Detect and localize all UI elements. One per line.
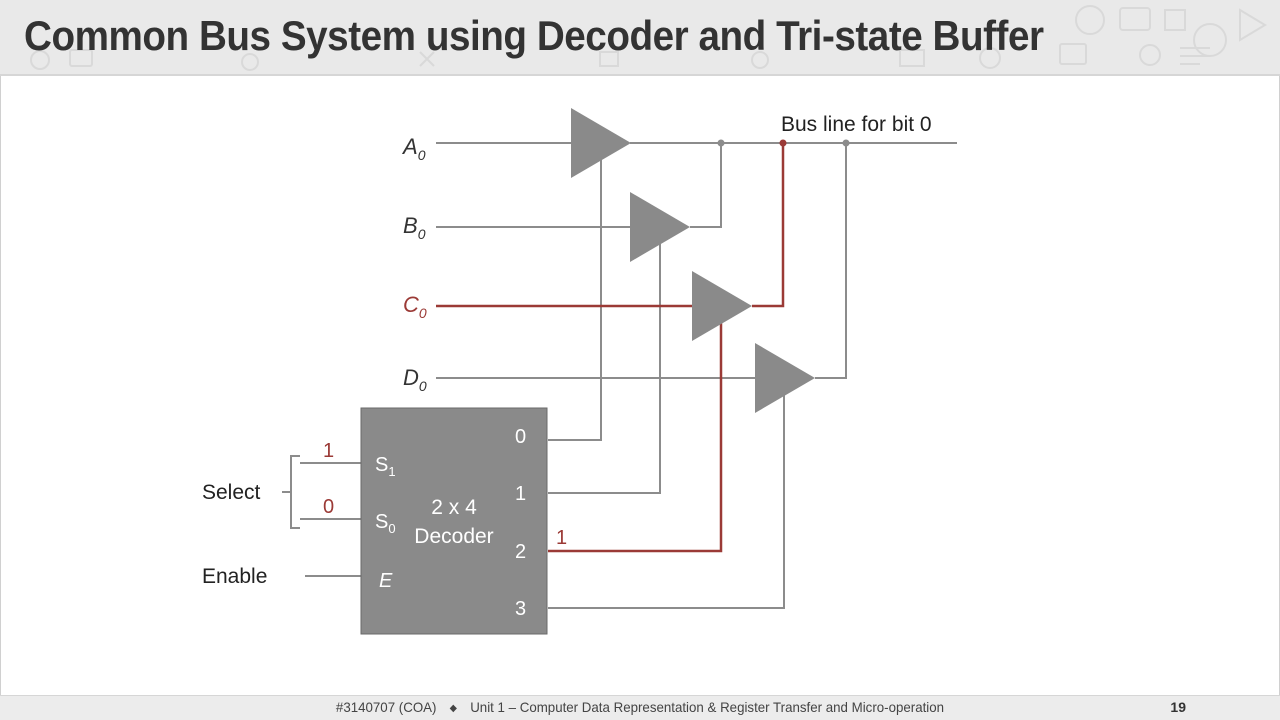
slide-header — [0, 0, 1280, 76]
s1-value: 1 — [323, 440, 335, 462]
bus-label: Bus line for bit 0 — [781, 113, 932, 136]
bus-diagram — [0, 76, 1280, 696]
wire-ctrl-0 — [548, 160, 601, 440]
footer-separator-icon: ◆ — [449, 703, 457, 714]
decoder-output-0: 0 — [515, 426, 527, 448]
input-label-b: $B_0$ — [403, 213, 426, 242]
wire-out-b — [690, 143, 721, 227]
decoder-pin-s1: $S_1$ — [375, 454, 396, 479]
slide-footer — [0, 695, 1280, 720]
wire-ctrl-2 — [548, 323, 721, 551]
wire-ctrl-3 — [548, 395, 784, 608]
s0-value: 0 — [323, 496, 335, 518]
wire-ctrl-1 — [548, 244, 660, 493]
junction-dot-active — [780, 140, 787, 147]
page-number: 19 — [1170, 699, 1186, 715]
decoder-title-line2: Decoder — [414, 525, 494, 548]
footer-course-code: #3140707 (COA) — [335, 699, 437, 715]
select-label: Select — [202, 481, 261, 504]
input-label-c: $C_0$ — [403, 292, 427, 321]
decoder-pin-enable: E — [379, 570, 393, 592]
input-label-a: $A_0$ — [403, 134, 426, 163]
footer-text — [32, 699, 1248, 715]
select-brace — [291, 456, 300, 528]
decoder-output-1: 1 — [515, 483, 527, 505]
decoder-title-line1: 2 x 4 — [431, 496, 477, 519]
input-label-d: $D_0$ — [403, 365, 427, 394]
decoder-pin-s0: $S_0$ — [375, 511, 396, 536]
junction-dot — [718, 140, 725, 147]
footer-unit-title: Unit 1 – Computer Data Representation & Register Transfer and Micro-operation — [470, 699, 945, 715]
decoder-output-3: 3 — [515, 598, 527, 620]
active-output-value: 1 — [556, 527, 568, 549]
wire-out-d — [815, 143, 846, 378]
enable-label: Enable — [202, 565, 268, 588]
junction-dot — [843, 140, 850, 147]
slide-title: Common Bus System using Decoder and Tri-state Buffer — [24, 12, 1044, 59]
wire-out-c — [752, 143, 783, 306]
decoder-output-2: 2 — [515, 541, 527, 563]
